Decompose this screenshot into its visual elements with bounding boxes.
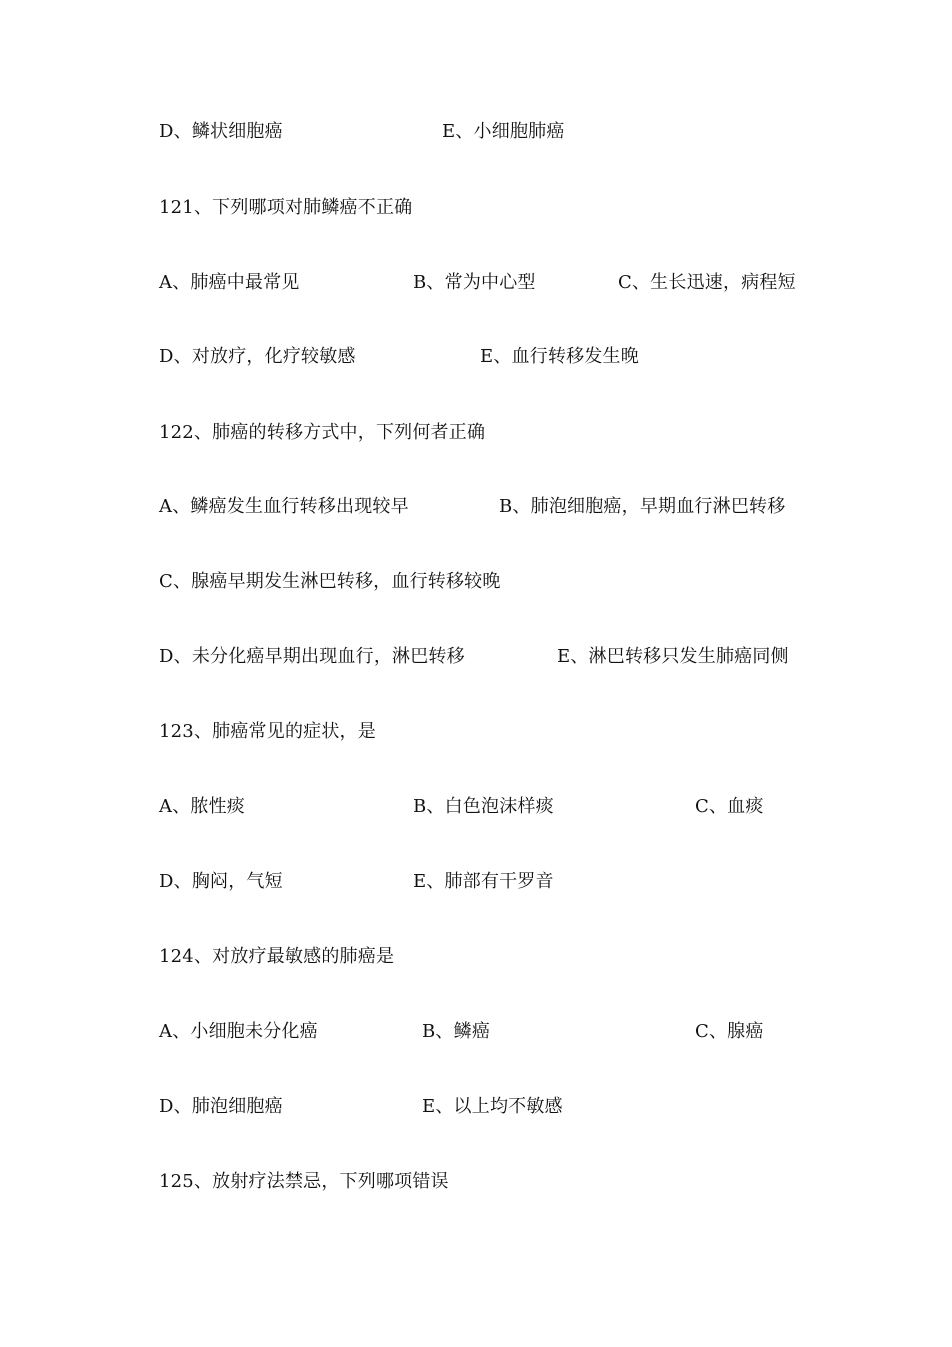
question-125: 125、放射疗法禁忌，下列哪项错误	[159, 1171, 449, 1192]
option-d: D、对放疗，化疗较敏感	[159, 346, 356, 367]
question-124: 124、对放疗最敏感的肺癌是	[159, 946, 395, 967]
option-d: D、鳞状细胞癌	[159, 121, 283, 142]
option-line	[0, 342, 952, 372]
option-line	[0, 642, 952, 672]
question-122: 122、肺癌的转移方式中，下列何者正确	[159, 422, 486, 443]
option-line	[0, 792, 952, 822]
question-line	[0, 1167, 952, 1197]
question-line	[0, 193, 952, 223]
option-c: C、生长迅速，病程短	[618, 272, 796, 293]
option-line	[0, 867, 952, 897]
option-c: C、血痰	[695, 796, 764, 817]
question-line	[0, 942, 952, 972]
option-line	[0, 268, 952, 298]
option-c: C、腺癌	[695, 1021, 764, 1042]
option-b: B、白色泡沫样痰	[413, 796, 554, 817]
question-line	[0, 418, 952, 448]
option-d: D、胸闷，气短	[159, 871, 283, 892]
option-e: E、淋巴转移只发生肺癌同侧	[557, 646, 789, 667]
option-a: A、脓性痰	[159, 796, 245, 817]
option-e: E、血行转移发生晚	[480, 346, 639, 367]
option-a: A、肺癌中最常见	[159, 272, 300, 293]
option-line	[0, 1017, 952, 1047]
option-e: E、小细胞肺癌	[442, 121, 565, 142]
option-e: E、肺部有干罗音	[413, 871, 554, 892]
option-e: E、以上均不敏感	[422, 1096, 563, 1117]
option-a: A、鳞癌发生血行转移出现较早	[159, 496, 409, 517]
option-line	[0, 117, 952, 147]
option-b: B、鳞癌	[422, 1021, 491, 1042]
question-line	[0, 717, 952, 747]
question-123: 123、肺癌常见的症状，是	[159, 721, 376, 742]
option-c: C、腺癌早期发生淋巴转移，血行转移较晚	[159, 571, 501, 592]
option-b: B、常为中心型	[413, 272, 536, 293]
option-line	[0, 1092, 952, 1122]
option-line	[0, 567, 952, 597]
option-d: D、未分化癌早期出现血行，淋巴转移	[159, 646, 465, 667]
option-line	[0, 492, 952, 522]
option-a: A、小细胞未分化癌	[159, 1021, 318, 1042]
option-b: B、肺泡细胞癌，早期血行淋巴转移	[499, 496, 786, 517]
option-d: D、肺泡细胞癌	[159, 1096, 283, 1117]
question-121: 121、下列哪项对肺鳞癌不正确	[159, 197, 413, 218]
